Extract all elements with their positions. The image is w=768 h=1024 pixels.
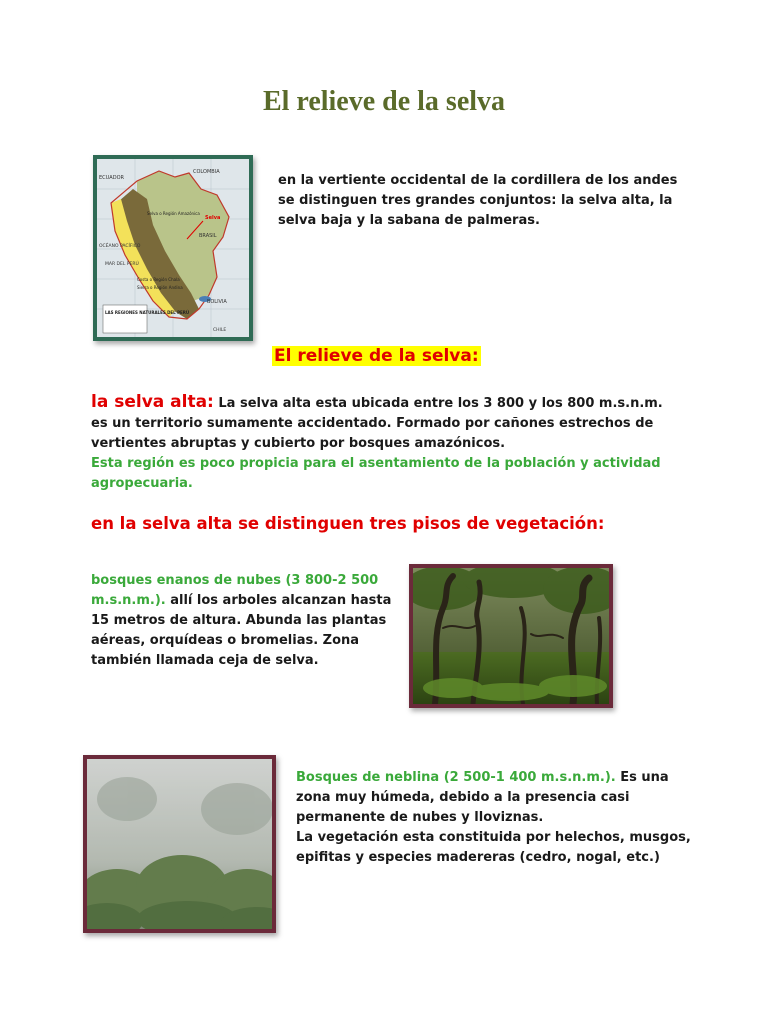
bosques-enanos-lead: bosques enanos de nubes (3 800-2 500 m.s.n.m.).: [91, 573, 379, 608]
pisos-heading: en la selva alta se distinguen tres pisos de vegetación:: [91, 514, 605, 533]
map-legend: LAS REGIONES NATURALES DEL PERÚ: [105, 310, 190, 315]
bosques-neblina-text: Es una zona muy húmeda, debido a la presencia casi permanente de nubes y lloviznas.: [296, 770, 669, 825]
map-label-mar: MAR DEL PERÚ: [105, 262, 139, 267]
map-label-sierra: Sierra o Región Andina: [137, 285, 183, 290]
bosques-neblina-text2: La vegetación esta constituida por helechos, musgos, epifitas y especies madereras (cedro, nogal, etc.): [296, 830, 691, 865]
section-heading: El relieve de la selva:: [274, 346, 479, 366]
bosques-neblina-lead: Bosques de neblina (2 500-1 400 m.s.n.m.).: [296, 770, 616, 785]
mist-forest-photo: [83, 755, 276, 933]
map-label-brasil: BRASIL: [199, 233, 217, 239]
cloud-forest-photo: [409, 564, 613, 708]
map-label-colombia: COLOMBIA: [193, 169, 220, 175]
map-label-bolivia: BOLIVIA: [207, 299, 227, 305]
bosques-neblina-paragraph: [296, 768, 691, 868]
map-label-costa: Costa o Región Chala: [137, 277, 180, 282]
map-label-oceano: OCÉANO PACÍFICO: [99, 244, 141, 249]
page-title: El relieve de la selva: [262, 86, 506, 117]
map-label-selva: Selva: [205, 215, 221, 221]
peru-regions-map: [93, 155, 253, 341]
bosques-enanos-text: allí los arboles alcanzan hasta 15 metros de altura. Abunda las plantas aéreas, orquídeas o bromelias. Zona también llamada ceja de selva.: [91, 593, 392, 668]
intro-paragraph: en la vertiente occidental de la cordillera de los andes se distinguen tres grandes conjuntos: la selva alta, la selva baja y la sabana de palmeras.: [278, 173, 678, 228]
selva-alta-note: Esta región es poco propicia para el asentamiento de la población y actividad agropecuaria.: [91, 456, 661, 491]
bosques-enanos-paragraph: [91, 571, 401, 671]
selva-alta-text: La selva alta esta ubicada entre los 3 800 y los 800 m.s.n.m. es un territorio sumamente accidentado. Formado por cañones estrechos de vertientes abruptas y cubierto por bosques amazónicos.: [91, 396, 663, 451]
map-label-ecuador: ECUADOR: [99, 175, 124, 181]
selva-alta-lead: la selva alta:: [91, 392, 214, 412]
map-label-chile: CHILE: [213, 328, 227, 333]
map-label-selva-region: Selva o Región Amazónica: [147, 211, 200, 216]
selva-alta-paragraph: [91, 392, 681, 494]
